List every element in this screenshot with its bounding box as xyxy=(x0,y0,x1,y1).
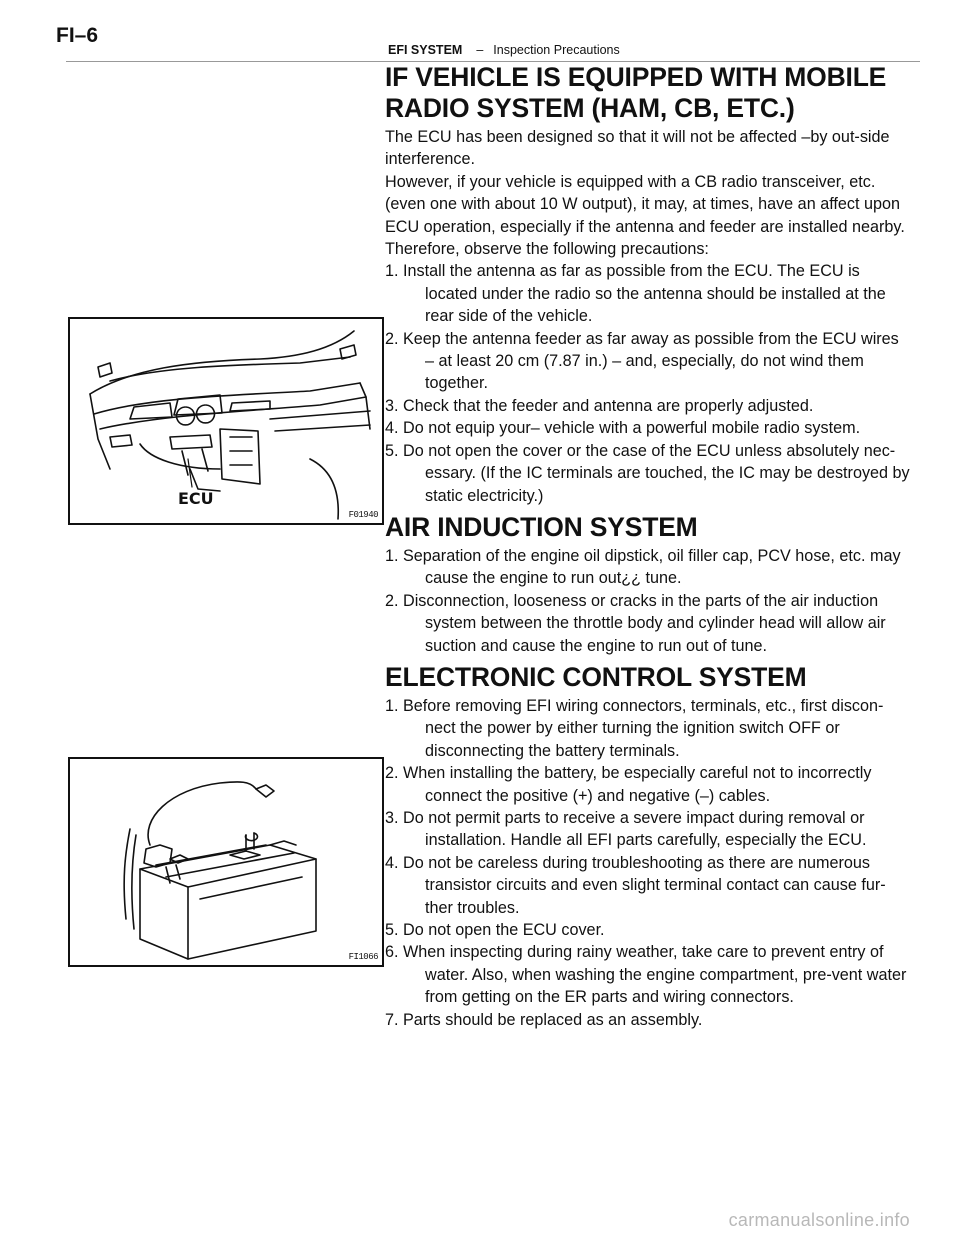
list-item: 2. Disconnection, looseness or cracks in the parts of the air induction system between the throttle body and cylinder head will allow air suction and cause the engine to run out of tune. xyxy=(385,591,886,655)
ecu-callout-label: ECU xyxy=(178,489,214,508)
page-number: FI–6 xyxy=(56,24,99,47)
electronic-control-heading: ELECTRONIC CONTROL SYSTEM xyxy=(385,661,807,692)
header-separator: – xyxy=(476,43,484,57)
list-item: 7. Parts should be replaced as an assembly. xyxy=(385,1010,703,1029)
list-item: 4. Do not be careless during troubleshooting as there are numerous transistor circuits and even slight terminal contact can cause fur-ther troubles. xyxy=(385,853,886,917)
mobile-radio-heading-line1: IF VEHICLE IS EQUIPPED WITH MOBILE xyxy=(385,62,887,92)
battery-figure xyxy=(68,757,384,967)
air-induction-list xyxy=(385,545,912,657)
header-system: EFI SYSTEM xyxy=(388,43,463,57)
electronic-control-list xyxy=(385,695,912,1031)
list-item: 4. Do not equip your– vehicle with a powerful mobile radio system. xyxy=(385,419,861,438)
air-induction-heading: AIR INDUCTION SYSTEM xyxy=(385,511,698,542)
text-column xyxy=(385,62,912,1031)
figure-code: F01940 xyxy=(348,510,378,520)
list-item: 5. Do not open the ECU cover. xyxy=(385,921,605,939)
watermark: carmanualsonline.info xyxy=(728,1210,910,1230)
mobile-radio-intro-2: However, if your vehicle is equipped with a CB radio transceiver, etc. (even one with about 10 W output), it may, at times, have an affect upon ECU operation, especially if the antenna and feeder are installed nearby. xyxy=(385,172,905,236)
battery-illustration xyxy=(70,759,382,965)
list-item: 6. When inspecting during rainy weather, take care to prevent entry of water. Also, when washing the engine compartment, pre-vent water from getting on the ER parts and wiring connectors. xyxy=(385,943,907,1007)
mobile-radio-intro-3: Therefore, observe the following precautions: xyxy=(385,240,709,259)
mobile-radio-precautions xyxy=(385,260,912,506)
list-item: 1. Install the antenna as far as possible from the ECU. The ECU is located under the radio so the antenna should be installed at the rear side of the vehicle. xyxy=(385,262,886,326)
mobile-radio-intro-1: The ECU has been designed so that it will not be affected –by out-side interference. xyxy=(385,128,890,169)
list-item: 1. Separation of the engine oil dipstick, oil filler cap, PCV hose, etc. may cause the engine to run out¿¿ tune. xyxy=(385,546,901,588)
mobile-radio-heading-line2: RADIO SYSTEM (HAM, CB, ETC.) xyxy=(385,93,795,123)
dashboard-illustration xyxy=(70,319,382,523)
list-item: 1. Before removing EFI wiring connectors, terminals, etc., first discon-nect the power by either turning the ignition switch OFF or disconnecting the battery terminals. xyxy=(385,696,884,760)
list-item: 2. When installing the battery, be especially careful not to incorrectly connect the positive (+) and negative (–) cables. xyxy=(385,764,872,805)
list-item: 2. Keep the antenna feeder as far away as possible from the ECU wires – at least 20 cm (7.87 in.) – and, especially, do not wind them together. xyxy=(385,329,899,393)
figure-code: FI1066 xyxy=(348,952,378,962)
mobile-radio-heading xyxy=(385,62,912,124)
list-item: 3. Check that the feeder and antenna are properly adjusted. xyxy=(385,396,814,415)
list-item: 3. Do not permit parts to receive a severe impact during removal or installation. Handle all EFI parts carefully, especially the ECU. xyxy=(385,808,867,850)
list-item: 5. Do not open the cover or the case of the ECU unless absolutely nec-essary. (If the IC terminals are touched, the IC may be destroyed by static electricity.) xyxy=(385,441,910,505)
header-section: Inspection Precautions xyxy=(493,43,620,57)
dashboard-ecu-figure xyxy=(68,317,384,525)
running-header xyxy=(388,43,620,57)
